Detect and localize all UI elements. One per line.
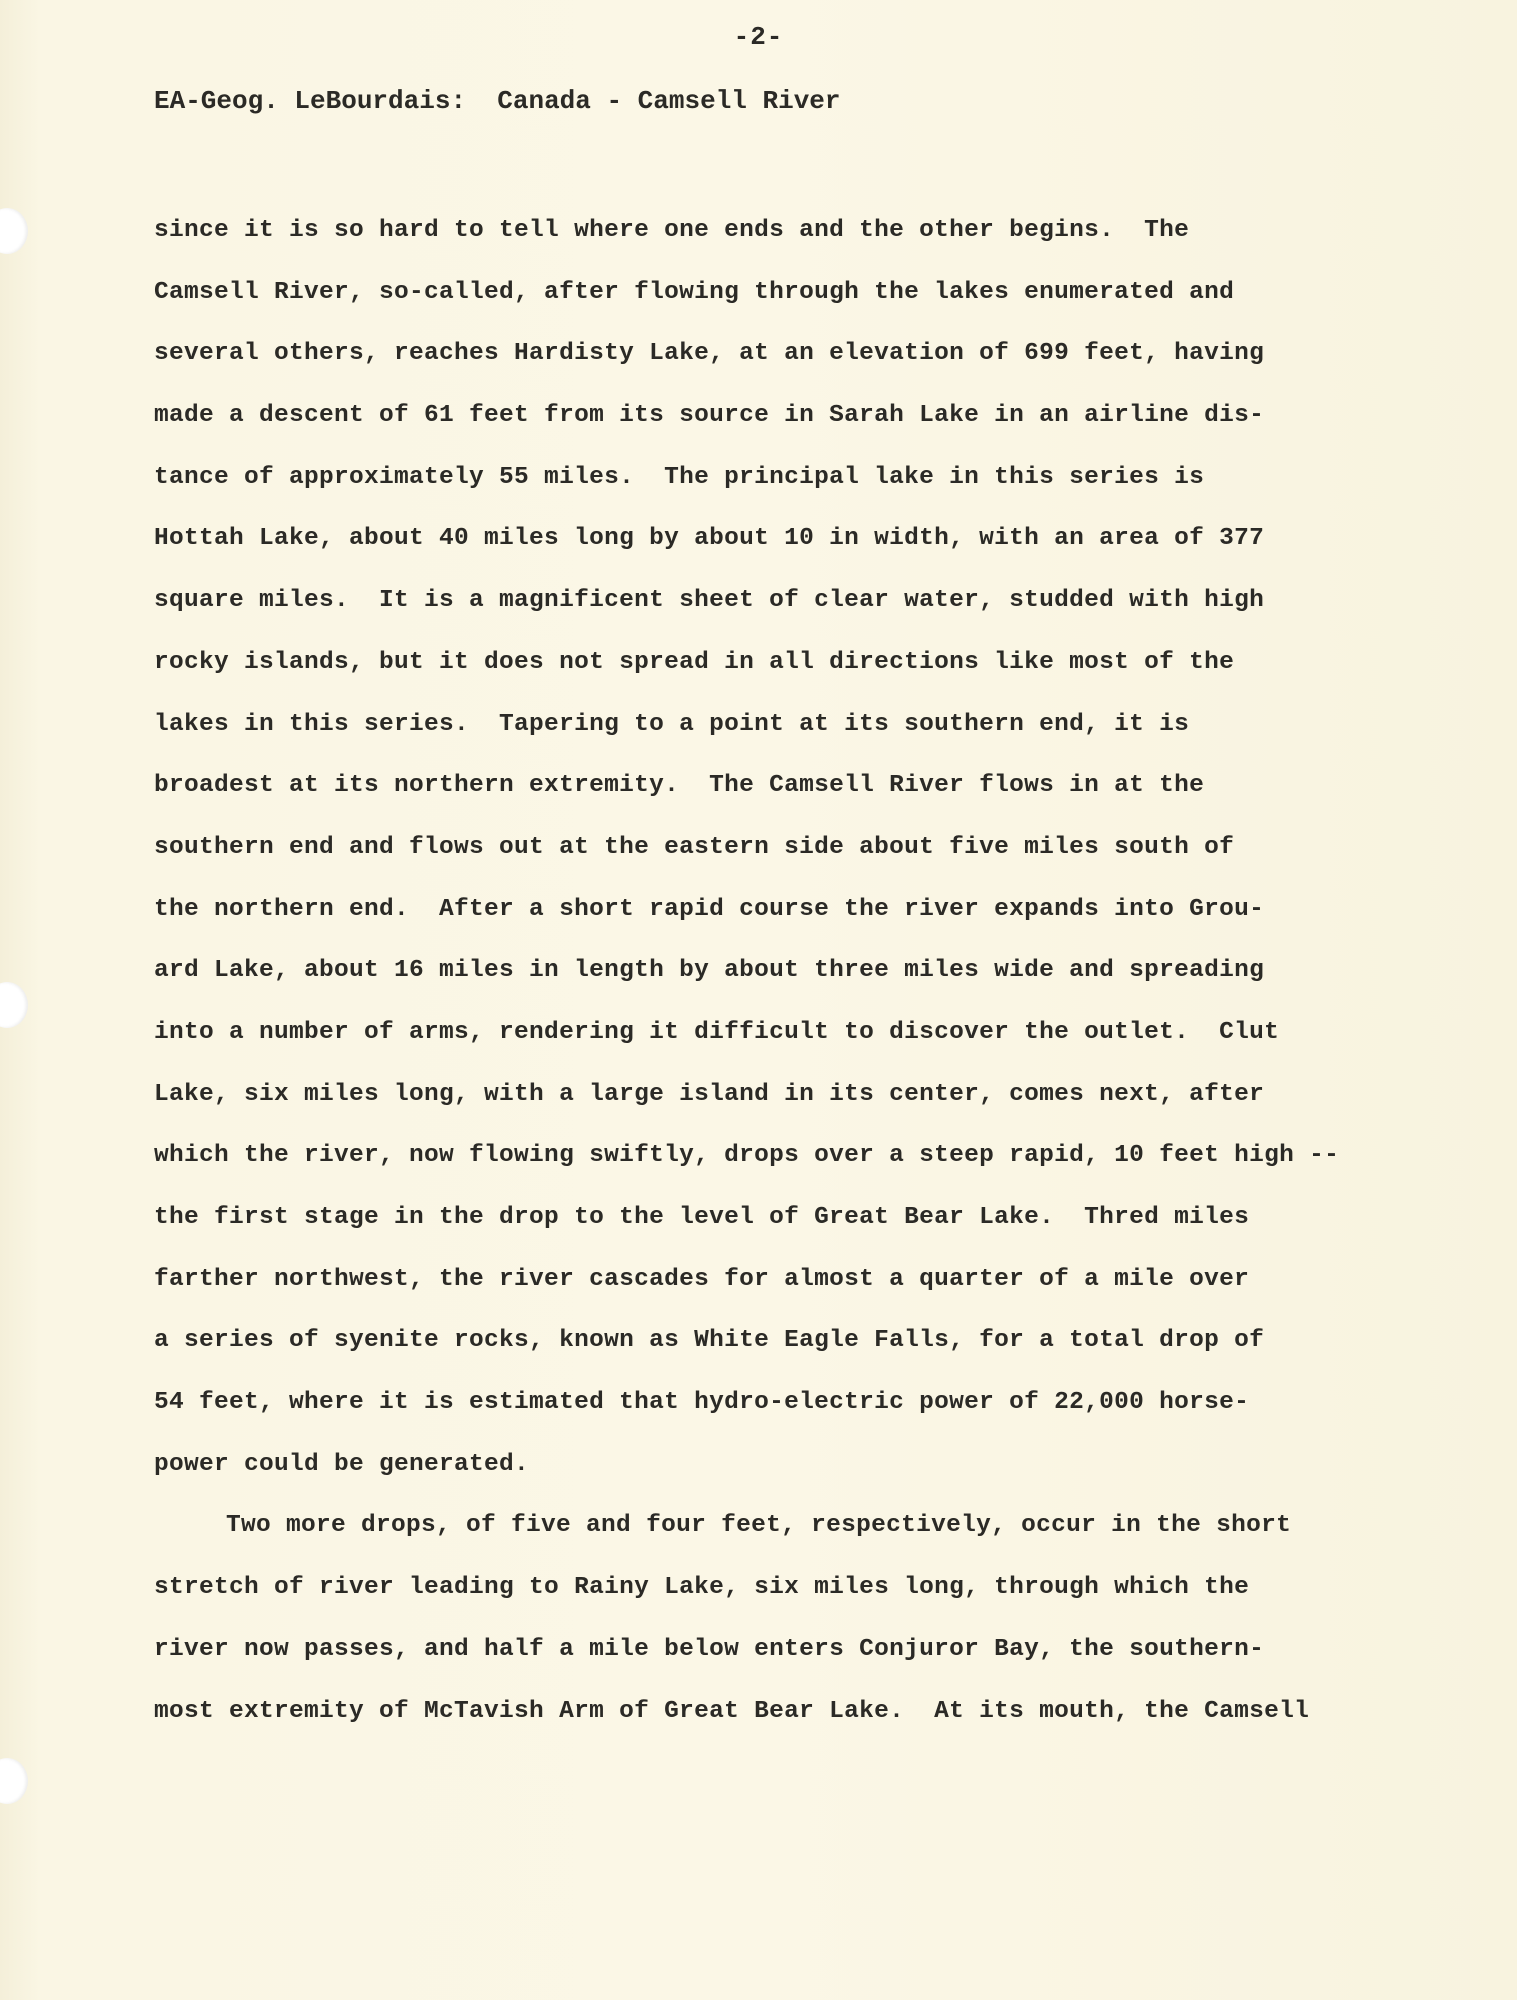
text-line: southern end and flows out at the eastern side about five miles south of xyxy=(154,833,1235,861)
running-head: EA-Geog. LeBourdais: Canada - Camsell River xyxy=(154,86,841,116)
punch-hole xyxy=(0,208,28,254)
text-line: into a number of arms, rendering it difficult to discover the outlet. Clut xyxy=(154,1018,1280,1046)
text-line: since it is so hard to tell where one ends and the other begins. The xyxy=(154,217,1190,244)
text-line: Camsell River, so-called, after flowing through the lakes enumerated and xyxy=(154,278,1235,306)
text-line: ard Lake, about 16 miles in length by about three miles wide and spreading xyxy=(154,957,1265,985)
text-line: tance of approximately 55 miles. The principal lake in this series is xyxy=(154,463,1205,491)
text-line: which the river, now flowing swiftly, drops over a steep rapid, 10 feet high -- xyxy=(154,1142,1340,1170)
text-line: farther northwest, the river cascades for almost a quarter of a mile over xyxy=(154,1265,1250,1293)
text-line: river now passes, and half a mile below enters Conjuror Bay, the southern- xyxy=(154,1635,1265,1663)
body-text xyxy=(154,200,1354,1742)
text-line: a series of syenite rocks, known as White Eagle Falls, for a total drop of xyxy=(154,1327,1265,1355)
page-number: -2- xyxy=(733,22,784,52)
text-line: 54 feet, where it is estimated that hydro-electric power of 22,000 horse- xyxy=(154,1389,1250,1417)
text-line: square miles. It is a magnificent sheet of clear water, studded with high xyxy=(154,587,1265,615)
punch-hole xyxy=(0,1758,28,1804)
text-line: rocky islands, but it does not spread in all directions like most of the xyxy=(154,648,1235,676)
text-line: Hottah Lake, about 40 miles long by about 10 in width, with an area of 377 xyxy=(154,525,1265,553)
text-line: broadest at its northern extremity. The Camsell River flows in at the xyxy=(154,772,1205,800)
paragraph-first-line: Two more drops, of five and four feet, respectively, occur in the short xyxy=(226,1512,1292,1540)
text-line: lakes in this series. Tapering to a point at its southern end, it is xyxy=(154,710,1190,738)
text-line: power could be generated. xyxy=(154,1450,530,1478)
text-line: made a descent of 61 feet from its source in Sarah Lake in an airline dis- xyxy=(154,402,1265,430)
text-line: Lake, six miles long, with a large island in its center, comes next, after xyxy=(154,1080,1265,1108)
text-line: stretch of river leading to Rainy Lake, six miles long, through which the xyxy=(154,1574,1250,1602)
text-line: the first stage in the drop to the level of Great Bear Lake. Thred miles xyxy=(154,1204,1250,1231)
text-line: the northern end. After a short rapid course the river expands into Grou- xyxy=(154,895,1265,923)
text-line: most extremity of McTavish Arm of Great Bear Lake. At its mouth, the Camsell xyxy=(154,1697,1310,1725)
text-line: several others, reaches Hardisty Lake, at an elevation of 699 feet, having xyxy=(154,340,1265,368)
punch-hole xyxy=(0,982,28,1028)
